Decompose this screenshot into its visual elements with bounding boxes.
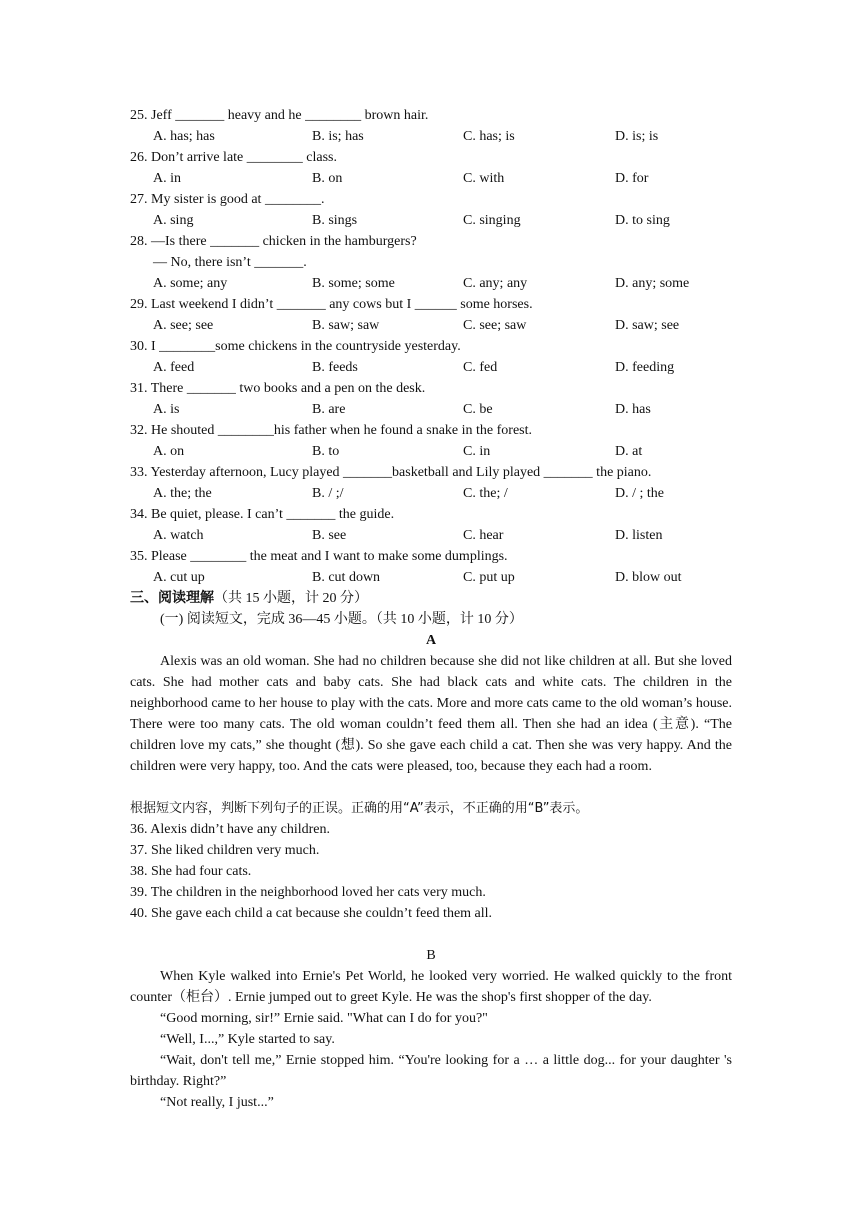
- option-d[interactable]: D. has: [615, 402, 651, 417]
- option-a[interactable]: A. sing: [153, 213, 194, 228]
- option-c[interactable]: C. the; /: [463, 486, 508, 501]
- option-c[interactable]: C. has; is: [463, 129, 515, 144]
- option-d[interactable]: D. listen: [615, 528, 663, 543]
- statement-37: 37. She liked children very much.: [130, 843, 320, 858]
- option-a[interactable]: A. in: [153, 171, 181, 186]
- statement-38: 38. She had four cats.: [130, 864, 252, 879]
- statement-39: 39. The children in the neighborhood loved her cats very much.: [130, 885, 486, 900]
- option-b[interactable]: B. is; has: [312, 129, 364, 144]
- option-d[interactable]: D. / ; the: [615, 486, 664, 501]
- option-c[interactable]: C. singing: [463, 213, 521, 228]
- option-d[interactable]: D. to sing: [615, 213, 670, 228]
- question-25-stem: 25. Jeff _______ heavy and he ________ brown hair.: [130, 108, 429, 123]
- option-c[interactable]: C. hear: [463, 528, 504, 543]
- question-29-stem: 29. Last weekend I didn’t _______ any cows but I ______ some horses.: [130, 297, 533, 312]
- option-a[interactable]: A. on: [153, 444, 185, 459]
- option-a[interactable]: A. the; the: [153, 486, 212, 501]
- option-d[interactable]: D. saw; see: [615, 318, 680, 333]
- option-b[interactable]: B. / ;/: [312, 486, 344, 501]
- question-33-stem: 33. Yesterday afternoon, Lucy played _______basketball and Lily played _______ the piano.: [130, 465, 652, 480]
- question-26-stem: 26. Don’t arrive late ________ class.: [130, 150, 337, 165]
- option-c[interactable]: C. fed: [463, 360, 498, 375]
- option-a[interactable]: A. see; see: [153, 318, 214, 333]
- passage-b-paragraph-1: When Kyle walked into Ernie's Pet World, he looked very worried. He walked quickly to the front counter（柜台）. Ernie jumped out to greet Kyle. He was the shop's first shopper of the day.: [130, 969, 732, 1005]
- question-34-stem: 34. Be quiet, please. I can’t _______ the guide.: [130, 507, 395, 522]
- option-a[interactable]: A. has; has: [153, 129, 215, 144]
- passage-a-paragraph: Alexis was an old woman. She had no children because she did not like children at all. But she loved cats. She had mother cats and baby cats. She had black cats and white cats. The children in the neighborhood came to her house to play with the cats. More and more cats came to the old woman’s house. There were too many cats. The old woman couldn’t feed them all. Then she had an idea (主意). “The children love my cats,” she thought (想). So she gave each child a cat. Then she was very happy. And the children were very happy, too. And the cats were pleased, too, because they each had a room.: [130, 654, 732, 774]
- option-d[interactable]: D. for: [615, 171, 649, 186]
- passage-a-label: A: [425, 633, 437, 648]
- section-3-sub-instruction: (一) 阅读短文，完成 36—45 小题。（共 10 小题，计 10 分）: [160, 612, 523, 627]
- question-30-stem: 30. I ________some chickens in the countryside yesterday.: [130, 339, 461, 354]
- statement-40: 40. She gave each child a cat because she couldn’t feed them all.: [130, 906, 493, 921]
- option-b[interactable]: B. sings: [312, 213, 358, 228]
- option-c[interactable]: C. put up: [463, 570, 515, 585]
- question-31-stem: 31. There _______ two books and a pen on the desk.: [130, 381, 426, 396]
- passage-b-paragraph-2: “Good morning, sir!” Ernie said. "What can I do for you?": [160, 1011, 488, 1026]
- passage-b-paragraph-4: “Wait, don't tell me,” Ernie stopped him. “You're looking for a … a little dog... for your daughter 's birthday. Right?”: [130, 1053, 732, 1089]
- option-b[interactable]: B. some; some: [312, 276, 395, 291]
- option-d[interactable]: D. blow out: [615, 570, 682, 585]
- question-28-stem-response: — No, there isn’t _______.: [153, 255, 307, 270]
- option-c[interactable]: C. any; any: [463, 276, 528, 291]
- option-b[interactable]: B. see: [312, 528, 347, 543]
- question-28-stem: 28. —Is there _______ chicken in the hamburgers?: [130, 234, 417, 249]
- question-35-stem: 35. Please ________ the meat and I want to make some dumplings.: [130, 549, 508, 564]
- passage-a-instruction: 根据短文内容，判断下列句子的正误。正确的用“A”表示，不正确的用“B”表示。: [130, 801, 589, 816]
- option-c[interactable]: C. be: [463, 402, 493, 417]
- question-32-stem: 32. He shouted ________his father when he found a snake in the forest.: [130, 423, 533, 438]
- option-d[interactable]: D. feeding: [615, 360, 675, 375]
- option-c[interactable]: C. see; saw: [463, 318, 527, 333]
- question-27-stem: 27. My sister is good at ________.: [130, 192, 325, 207]
- option-a[interactable]: A. some; any: [153, 276, 228, 291]
- option-b[interactable]: B. feeds: [312, 360, 358, 375]
- option-b[interactable]: B. to: [312, 444, 340, 459]
- option-c[interactable]: C. with: [463, 171, 505, 186]
- option-b[interactable]: B. are: [312, 402, 346, 417]
- section-3-heading: [130, 588, 732, 609]
- option-d[interactable]: D. any; some: [615, 276, 690, 291]
- section-3-note: （共 15 小题，计 20 分）: [214, 591, 368, 606]
- passage-b-paragraph-3: “Well, I...,” Kyle started to say.: [160, 1032, 335, 1047]
- section-3-title: 三、阅读理解: [130, 591, 214, 606]
- option-b[interactable]: B. saw; saw: [312, 318, 380, 333]
- passage-b-text: [130, 966, 732, 1113]
- option-a[interactable]: A. feed: [153, 360, 195, 375]
- option-b[interactable]: B. cut down: [312, 570, 381, 585]
- option-c[interactable]: C. in: [463, 444, 491, 459]
- passage-b-label: B: [426, 948, 436, 963]
- option-a[interactable]: A. is: [153, 402, 180, 417]
- statement-36: 36. Alexis didn’t have any children.: [130, 822, 330, 837]
- option-b[interactable]: B. on: [312, 171, 343, 186]
- passage-b-paragraph-5: “Not really, I just...”: [160, 1095, 274, 1110]
- option-d[interactable]: D. is; is: [615, 129, 659, 144]
- passage-a-text: [130, 651, 732, 777]
- option-a[interactable]: A. watch: [153, 528, 204, 543]
- option-d[interactable]: D. at: [615, 444, 643, 459]
- option-a[interactable]: A. cut up: [153, 570, 205, 585]
